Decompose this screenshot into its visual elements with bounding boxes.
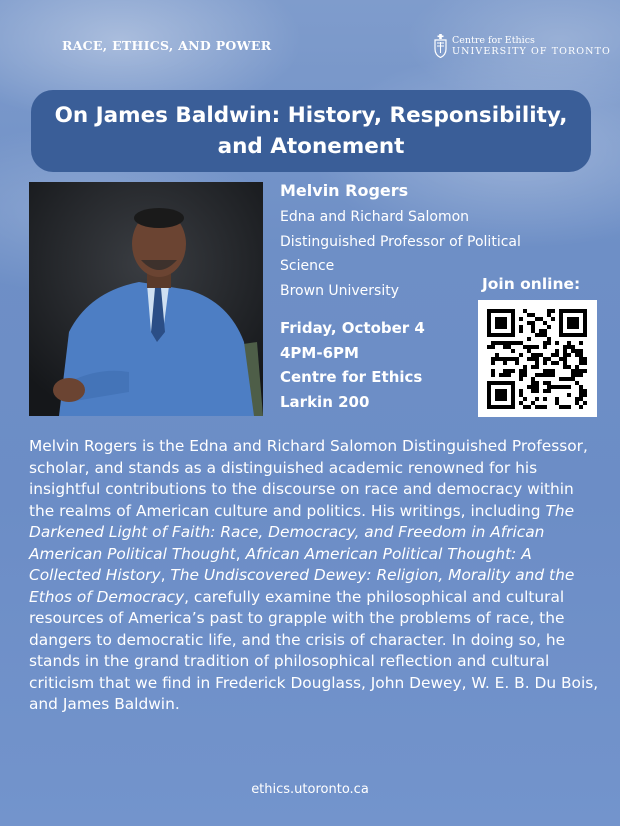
bio-text: Melvin Rogers is the Edna and Richard Salomon Distinguished Professor, scholar, and stands as a distinguished academic renowned for his insightful contributions to the discourse on race and democracy within the realms of American culture and politics. His writings, including — [29, 437, 588, 520]
crest-icon — [434, 34, 447, 58]
event-details — [280, 316, 425, 415]
qr-code[interactable] — [478, 300, 597, 417]
centre-for-ethics-logo[interactable] — [434, 34, 611, 58]
logo-line-1: Centre for Ethics — [452, 35, 535, 46]
website-link[interactable]: ethics.utoronto.ca — [251, 782, 369, 797]
speaker-portrait — [29, 182, 263, 416]
event-time: 4PM-6PM — [280, 343, 359, 362]
join-online-label: Join online: — [482, 275, 581, 293]
speaker-photo — [29, 182, 263, 416]
book-title: The Darkened Light of Faith: Race, Democracy, and Freedom in African American Political Thought — [29, 501, 575, 563]
speaker-title-line: Science — [280, 258, 335, 274]
qr-code-icon — [478, 300, 597, 417]
event-title-banner — [31, 90, 591, 172]
logo-line-2: UNIVERSITY OF TORONTO — [452, 46, 611, 57]
speaker-title-line: Distinguished Professor of Political — [280, 233, 521, 250]
speaker-affiliation: Brown University — [280, 282, 400, 299]
bio-text: , carefully examine the philosophical and cultural resources of America’s past to grapple with the problems of race, the dangers to democratic life, and the crisis of character. In doing so, he stands in the grand tradition of philosophical reflection and cultural criticism that we find in Frederick Douglass, John Dewey, W. E. B. Du Bois, and James Baldwin. — [29, 587, 599, 713]
bio-separator: , — [235, 544, 246, 563]
event-room: Larkin 200 — [280, 393, 370, 412]
book-title: The Undiscovered Dewey: Religion, Morality and the Ethos of Democracy — [29, 566, 575, 606]
event-title: On James Baldwin: History, Responsibility, and Atonement — [54, 103, 568, 159]
series-title: RACE, ETHICS, AND POWER — [62, 38, 272, 53]
event-venue: Centre for Ethics — [280, 368, 423, 387]
bio-separator: , — [160, 566, 171, 584]
event-date: Friday, October 4 — [280, 319, 425, 337]
speaker-bio — [29, 436, 601, 716]
speaker-title-line: Edna and Richard Salomon — [280, 209, 470, 225]
speaker-name: Melvin Rogers — [280, 181, 409, 200]
book-title: African American Political Thought: A Collected History — [29, 544, 532, 584]
